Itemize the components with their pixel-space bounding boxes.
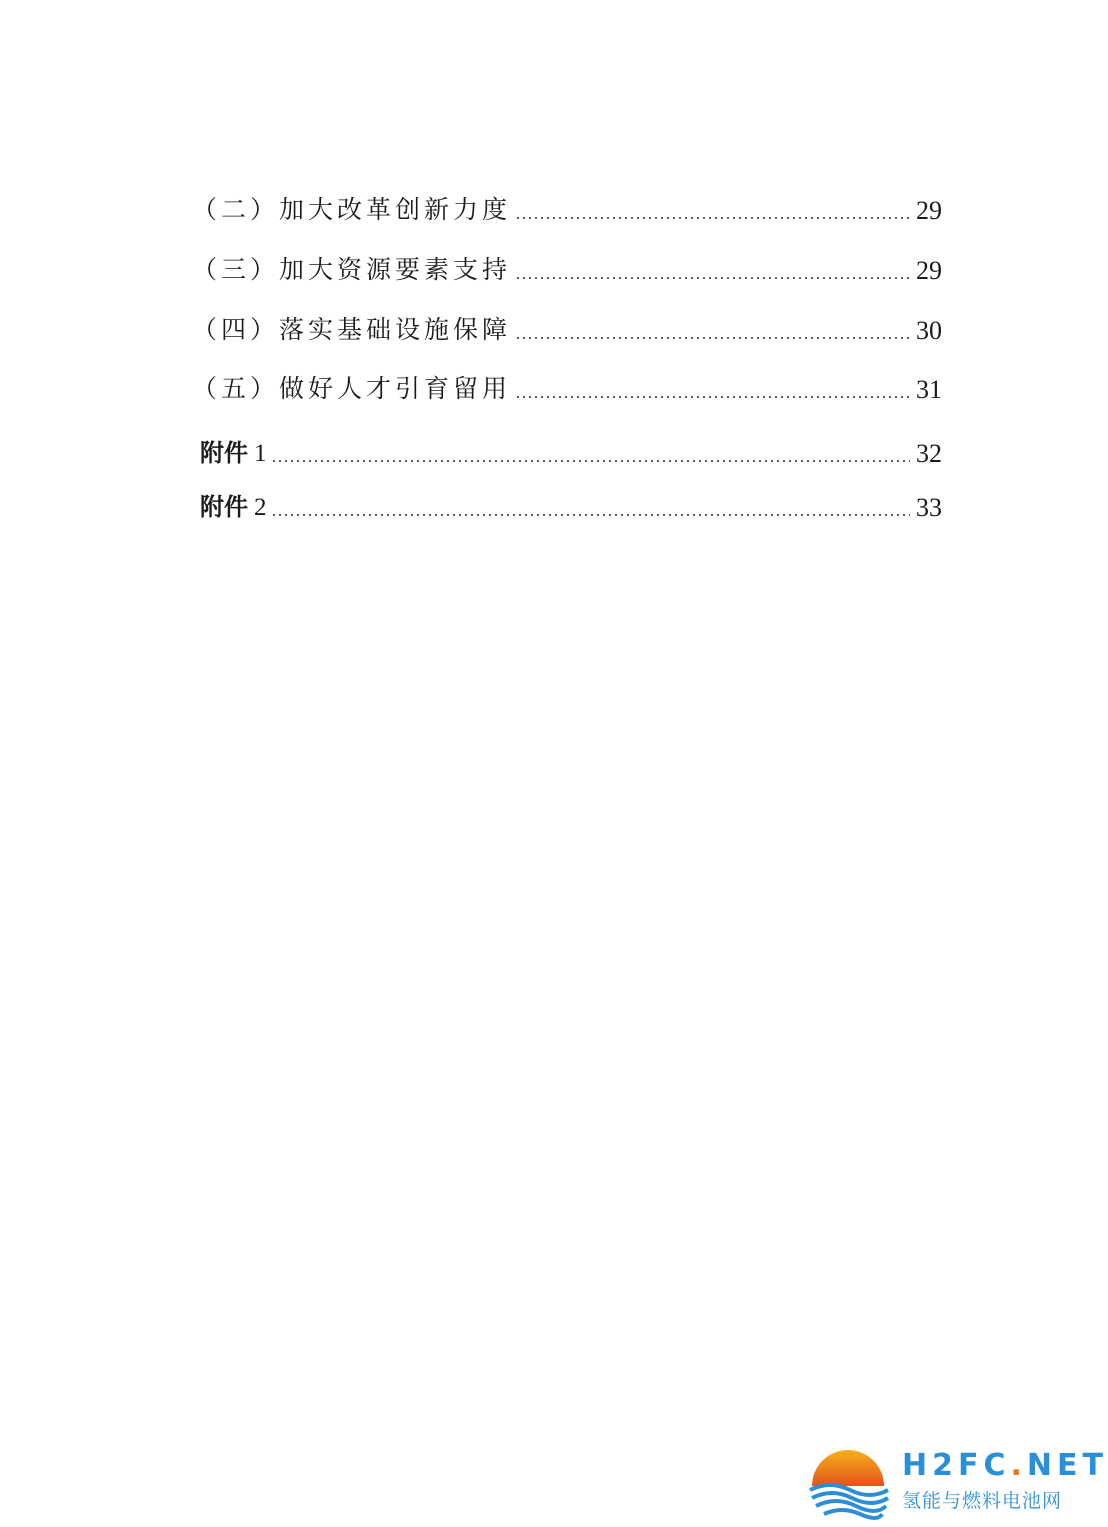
watermark-subtitle: 氢能与燃料电池网 — [902, 1490, 1063, 1512]
toc-page-number: 29 — [916, 256, 942, 285]
toc-entry-label: （四）落实基础设施保障 — [192, 317, 512, 344]
toc-entry[interactable] — [192, 256, 942, 286]
toc-entry-label: （五）做好人才引育留用 — [192, 376, 512, 403]
toc-page-number: 32 — [916, 439, 942, 468]
toc-entry[interactable] — [192, 439, 942, 469]
toc-entry-label — [192, 492, 267, 523]
toc-leader-dots — [515, 217, 910, 219]
toc-entry[interactable] — [192, 196, 942, 226]
toc-entry-number: 2 — [254, 494, 267, 521]
toc-leader-dots — [515, 277, 910, 279]
watermark-title-main: H2FC — [902, 1448, 1011, 1483]
toc-leader-dots — [271, 514, 911, 516]
toc-entry-number: 1 — [254, 440, 267, 467]
toc-entry-text: 附件 — [200, 439, 248, 467]
toc-leader-dots — [515, 337, 910, 339]
toc-entry-label: （三）加大资源要素支持 — [192, 257, 512, 284]
toc-entry-label: （二）加大改革创新力度 — [192, 197, 512, 224]
table-of-contents — [192, 196, 942, 523]
toc-entry-label — [192, 438, 267, 469]
watermark-title-tld: NET — [1026, 1448, 1108, 1483]
toc-entry[interactable] — [192, 316, 942, 346]
watermark-title — [902, 1448, 1108, 1483]
watermark-title-dot: . — [1010, 1448, 1027, 1483]
toc-entry[interactable] — [192, 493, 942, 523]
toc-page-number: 33 — [916, 493, 942, 522]
toc-leader-dots — [271, 460, 911, 462]
toc-page-number: 29 — [916, 196, 942, 225]
toc-entry-text: 附件 — [200, 493, 248, 521]
watermark-logo — [806, 1446, 1108, 1518]
toc-page-number: 31 — [916, 375, 942, 404]
toc-leader-dots — [515, 396, 910, 398]
toc-entry[interactable] — [192, 375, 942, 405]
toc-page-number: 30 — [916, 316, 942, 345]
sun-wave-logo-icon — [806, 1446, 890, 1518]
